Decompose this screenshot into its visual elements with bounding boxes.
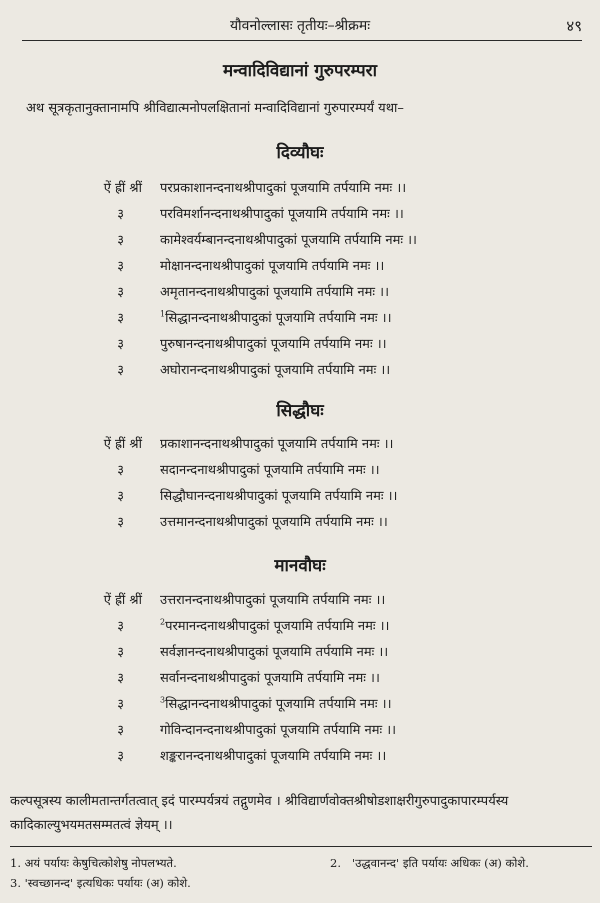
verse-line: [0, 512, 600, 538]
closing-paragraph: [10, 790, 595, 838]
footnote-3: 3. 'स्वच्छानन्द' इत्यधिकः पर्यायः (अ) कोशे.: [10, 876, 191, 890]
verse-text: परविमर्शानन्दनाथश्रीपादुकां पूजयामि तर्पयामि नमः ।।: [160, 207, 404, 222]
verse-text: $^2$परमानन्दनाथश्रीपादुकां पूजयामि तर्पयामि नमः ।।: [160, 617, 390, 634]
verse-line: [0, 256, 600, 282]
footnote-rule: [10, 846, 592, 847]
verse-line: [0, 720, 600, 746]
verse-text: गोविन्दानन्दनाथश्रीपादुकां पूजयामि तर्पयामि नमः ।।: [160, 723, 397, 738]
footnote-marker: 3: [160, 695, 166, 705]
verse-line: [0, 694, 600, 720]
verse-line: [0, 230, 600, 256]
main-title: मन्वादिविद्यानां गुरुपरम्परा: [222, 61, 378, 81]
verse-text: परप्रकाशानन्दनाथश्रीपादुकां पूजयामि तर्पयामि नमः ।।: [160, 181, 407, 196]
running-header: [0, 14, 600, 38]
verse-prefix: ३: [117, 311, 124, 326]
closing-line: कादिकाल्युभयमतसम्मतत्वं ज्ञेयम् ।।: [10, 818, 173, 833]
verse-text: उत्तरानन्दनाथश्रीपादुकां पूजयामि तर्पयामि नमः ।।: [160, 593, 386, 608]
verse-prefix: ३: [117, 337, 124, 352]
verse-text: प्रकाशानन्दनाथश्रीपादुकां पूजयामि तर्पयामि नमः ।।: [160, 437, 394, 452]
verse-line: [0, 460, 600, 486]
verse-prefix: ३: [117, 285, 124, 300]
verse-line: [0, 668, 600, 694]
verse-text: पुरुषानन्दनाथश्रीपादुकां पूजयामि तर्पयामि नमः ।।: [160, 337, 387, 352]
verse-prefix: ऐं ह्रीं श्रीं: [103, 181, 142, 196]
verse-prefix: ३: [117, 489, 124, 504]
verse-line: [0, 360, 600, 386]
running-header-title: यौवनोल्लासः तृतीयः–श्रीक्रमः: [229, 18, 371, 34]
verse-prefix: ३: [117, 233, 124, 248]
verse-prefix: ३: [117, 723, 124, 738]
verse-line: [0, 434, 600, 460]
header-rule: [22, 40, 582, 41]
verse-prefix: ३: [117, 515, 124, 530]
verse-prefix: ३: [117, 259, 124, 274]
verse-text: अघोरानन्दनाथश्रीपादुकां पूजयामि तर्पयामि नमः ।।: [160, 363, 391, 378]
verse-text: $^1$सिद्धानन्दनाथश्रीपादुकां पूजयामि तर्पयामि नमः ।।: [160, 309, 392, 326]
verse-prefix: ३: [117, 671, 124, 686]
verse-text: सिद्धौघानन्दनाथश्रीपादुकां पूजयामि तर्पयामि नमः ।।: [160, 489, 398, 504]
closing-line: कल्पसूत्रस्य कालीमतान्तर्गतत्वात् इदं पारम्पर्यत्रयं तद्गुणमेव । श्रीविद्यार्णवोक्तश्रीषोडशाक्षरीगुरुपादुकापारम्पर्यस्य: [10, 794, 509, 809]
verse-line: [0, 486, 600, 512]
verse-line: [0, 308, 600, 334]
verse-prefix: ३: [117, 619, 124, 634]
verse-text: सदानन्दनाथश्रीपादुकां पूजयामि तर्पयामि नमः ।।: [160, 463, 380, 478]
footnote-marker: 2: [160, 617, 166, 627]
verse-text: मोक्षानन्दनाथश्रीपादुकां पूजयामि तर्पयामि नमः ।।: [160, 259, 385, 274]
footnote-2: 2. 'उद्धवानन्द' इति पर्यायः अधिकः (अ) कोशे.: [330, 856, 529, 870]
section-heading-manavaugha: मानवौघः: [274, 556, 326, 576]
verse-text: सर्वज्ञानन्दनाथश्रीपादुकां पूजयामि तर्पयामि नमः ।।: [160, 645, 389, 660]
verse-line: [0, 590, 600, 616]
verse-text: शङ्करानन्दनाथश्रीपादुकां पूजयामि तर्पयामि नमः ।।: [160, 749, 387, 764]
verse-prefix: ३: [117, 207, 124, 222]
section-heading-divyaugha: दिव्यौघः: [276, 143, 324, 163]
verse-prefix: ३: [117, 749, 124, 764]
verse-prefix: ३: [117, 697, 124, 712]
verse-prefix: ऐं ह्रीं श्रीं: [103, 593, 142, 608]
verse-line: [0, 334, 600, 360]
intro-paragraph: अथ सूत्रकृतानुक्तानामपि श्रीविद्यात्मनोपलक्षितानां मन्वादिविद्यानां गुरुपारम्पर्यं यथा–: [26, 101, 404, 116]
verse-prefix: ऐं ह्रीं श्रीं: [103, 437, 142, 452]
verse-text: $^3$सिद्धानन्दनाथश्रीपादुकां पूजयामि तर्पयामि नमः ।।: [160, 695, 392, 712]
verse-prefix: ३: [117, 645, 124, 660]
page-number: ४९: [566, 17, 582, 35]
verse-text: सर्वानन्दनाथश्रीपादुकां पूजयामि तर्पयामि नमः ।।: [160, 671, 380, 686]
verse-prefix: ३: [117, 463, 124, 478]
footnote-1: 1. अयं पर्यायः केषुचित्कोशेषु नोपलभ्यते.: [10, 856, 177, 870]
verse-line: [0, 642, 600, 668]
verse-prefix: ३: [117, 363, 124, 378]
verse-text: कामेश्वर्यम्बानन्दनाथश्रीपादुकां पूजयामि तर्पयामि नमः ।।: [160, 233, 417, 248]
section-heading-siddhaugha: सिद्धौघः: [276, 401, 324, 421]
footnote-marker: 1: [160, 309, 166, 319]
verse-line: [0, 746, 600, 772]
verse-line: [0, 616, 600, 642]
verse-line: [0, 178, 600, 204]
verse-line: [0, 204, 600, 230]
verse-line: [0, 282, 600, 308]
verse-text: उत्तमानन्दनाथश्रीपादुकां पूजयामि तर्पयामि नमः ।।: [160, 515, 388, 530]
verse-text: अमृतानन्दनाथश्रीपादुकां पूजयामि तर्पयामि नमः ।।: [160, 285, 390, 300]
